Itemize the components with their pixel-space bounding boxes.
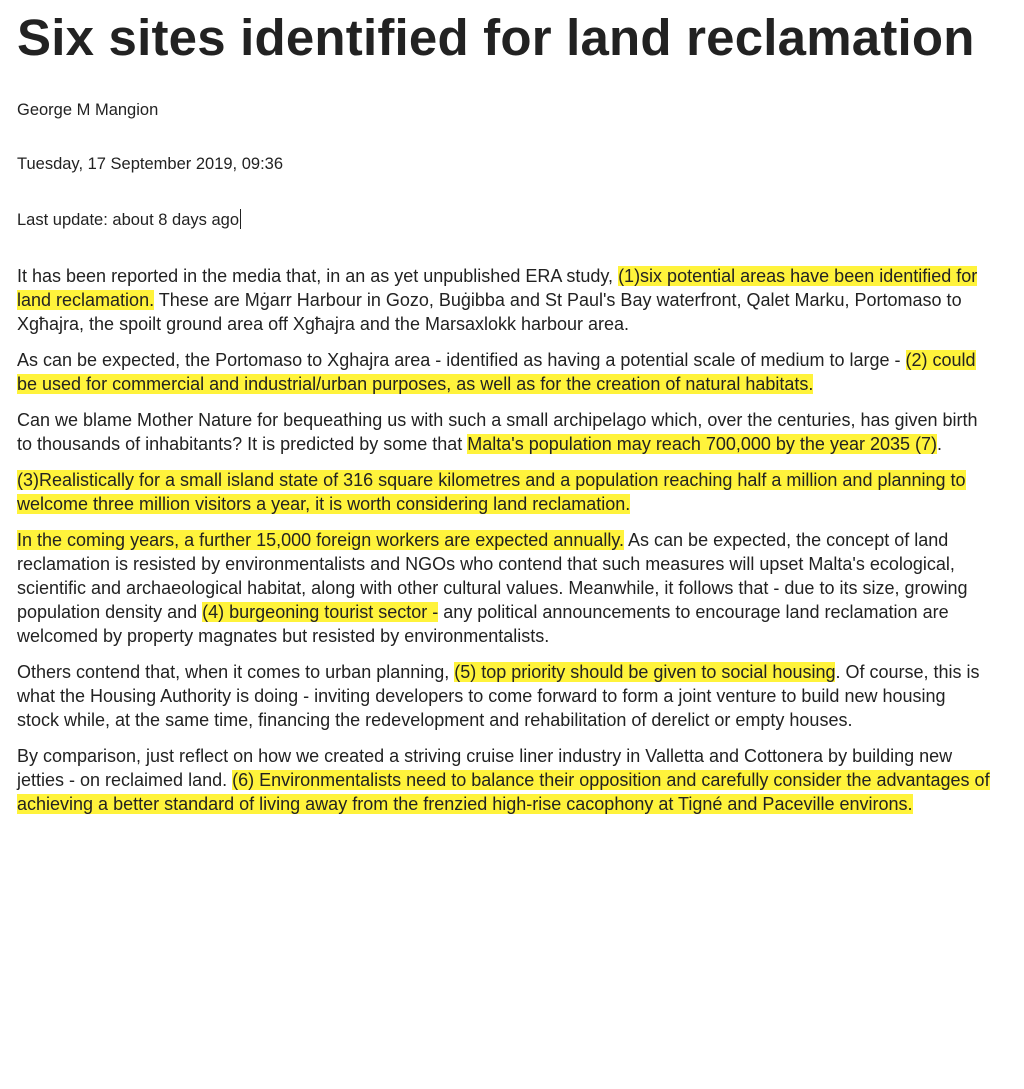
highlighted-text: Malta's population may reach 700,000 by the year 2035 (7): [467, 434, 938, 454]
highlighted-text: (6) Environmentalists need to balance their opposition and carefully consider the advantages of achieving a better standard of living away from the frenzied high-rise cacophony at Tigné and Paceville environs.: [17, 770, 990, 814]
text-segment: It has been reported in the media that, in an as yet unpublished ERA study,: [17, 266, 619, 286]
paragraph: [17, 264, 990, 336]
headline: Six sites identified for land reclamation: [17, 9, 975, 66]
paragraph: [17, 468, 990, 516]
highlighted-text: (5) top priority should be given to social housing: [454, 662, 836, 682]
paragraph: [17, 744, 990, 816]
article-body: [17, 264, 990, 816]
author-name: George M Mangion: [17, 101, 159, 119]
text-segment: .: [937, 434, 943, 454]
text-cursor: [240, 209, 241, 229]
paragraph: [17, 408, 990, 456]
text-segment: . Of course, this is what the Housing Authority is doing - inviting developers to come forward to form a joint venture to build new housing stock while, at the same time, financing the redevelopment and rehabilitation of derelict or empty houses.: [17, 662, 980, 730]
highlighted-text: (3)Realistically for a small island state of 316 square kilometres and a population reaching half a million and planning to welcome three million visitors a year, it is worth considering land reclamation.: [17, 470, 966, 514]
highlighted-text: (4) burgeoning tourist sector -: [202, 602, 439, 622]
text-segment: As can be expected, the Portomaso to Xghajra area - identified as having a potential scale of medium to large -: [17, 350, 906, 370]
text-segment: As can be expected, the concept of land reclamation is resisted by environmentalists and NGOs who contend that such measures will upset Malta's ecological, scientific and archaeological habitat, along with other cultural values. Meanwhile, it follows that - due to its size, growing population density and: [17, 530, 968, 622]
paragraph: [17, 660, 990, 732]
text-segment: These are Mġarr Harbour in Gozo, Buġibba and St Paul's Bay waterfront, Qalet Marku, Portomaso to Xgħajra, the spoilt ground area off Xgħajra and the Marsaxlokk harbour area.: [17, 290, 962, 334]
text-segment: Can we blame Mother Nature for bequeathing us with such a small archipelago which, over the centuries, has given birth to thousands of inhabitants? It is predicted by some that: [17, 410, 978, 454]
publish-date: Tuesday, 17 September 2019, 09:36: [17, 155, 284, 173]
highlighted-text: In the coming years, a further 15,000 foreign workers are expected annually.: [17, 530, 625, 550]
text-segment: By comparison, just reflect on how we created a striving cruise liner industry in Valletta and Cottonera by building new jetties - on reclaimed land.: [17, 746, 953, 790]
last-update-text: Last update: about 8 days ago: [17, 211, 240, 229]
paragraph: [17, 348, 990, 396]
text-segment: any political announcements to encourage land reclamation are welcomed by property magnates but resisted by environmentalists.: [17, 602, 949, 646]
highlighted-text: (1)six potential areas have been identified for land reclamation.: [17, 266, 978, 310]
text-segment: Others contend that, when it comes to urban planning,: [17, 662, 455, 682]
last-update: [17, 209, 990, 230]
highlighted-text: (2) could be used for commercial and industrial/urban purposes, as well as for the creation of natural habitats.: [17, 350, 976, 394]
paragraph: [17, 528, 990, 648]
